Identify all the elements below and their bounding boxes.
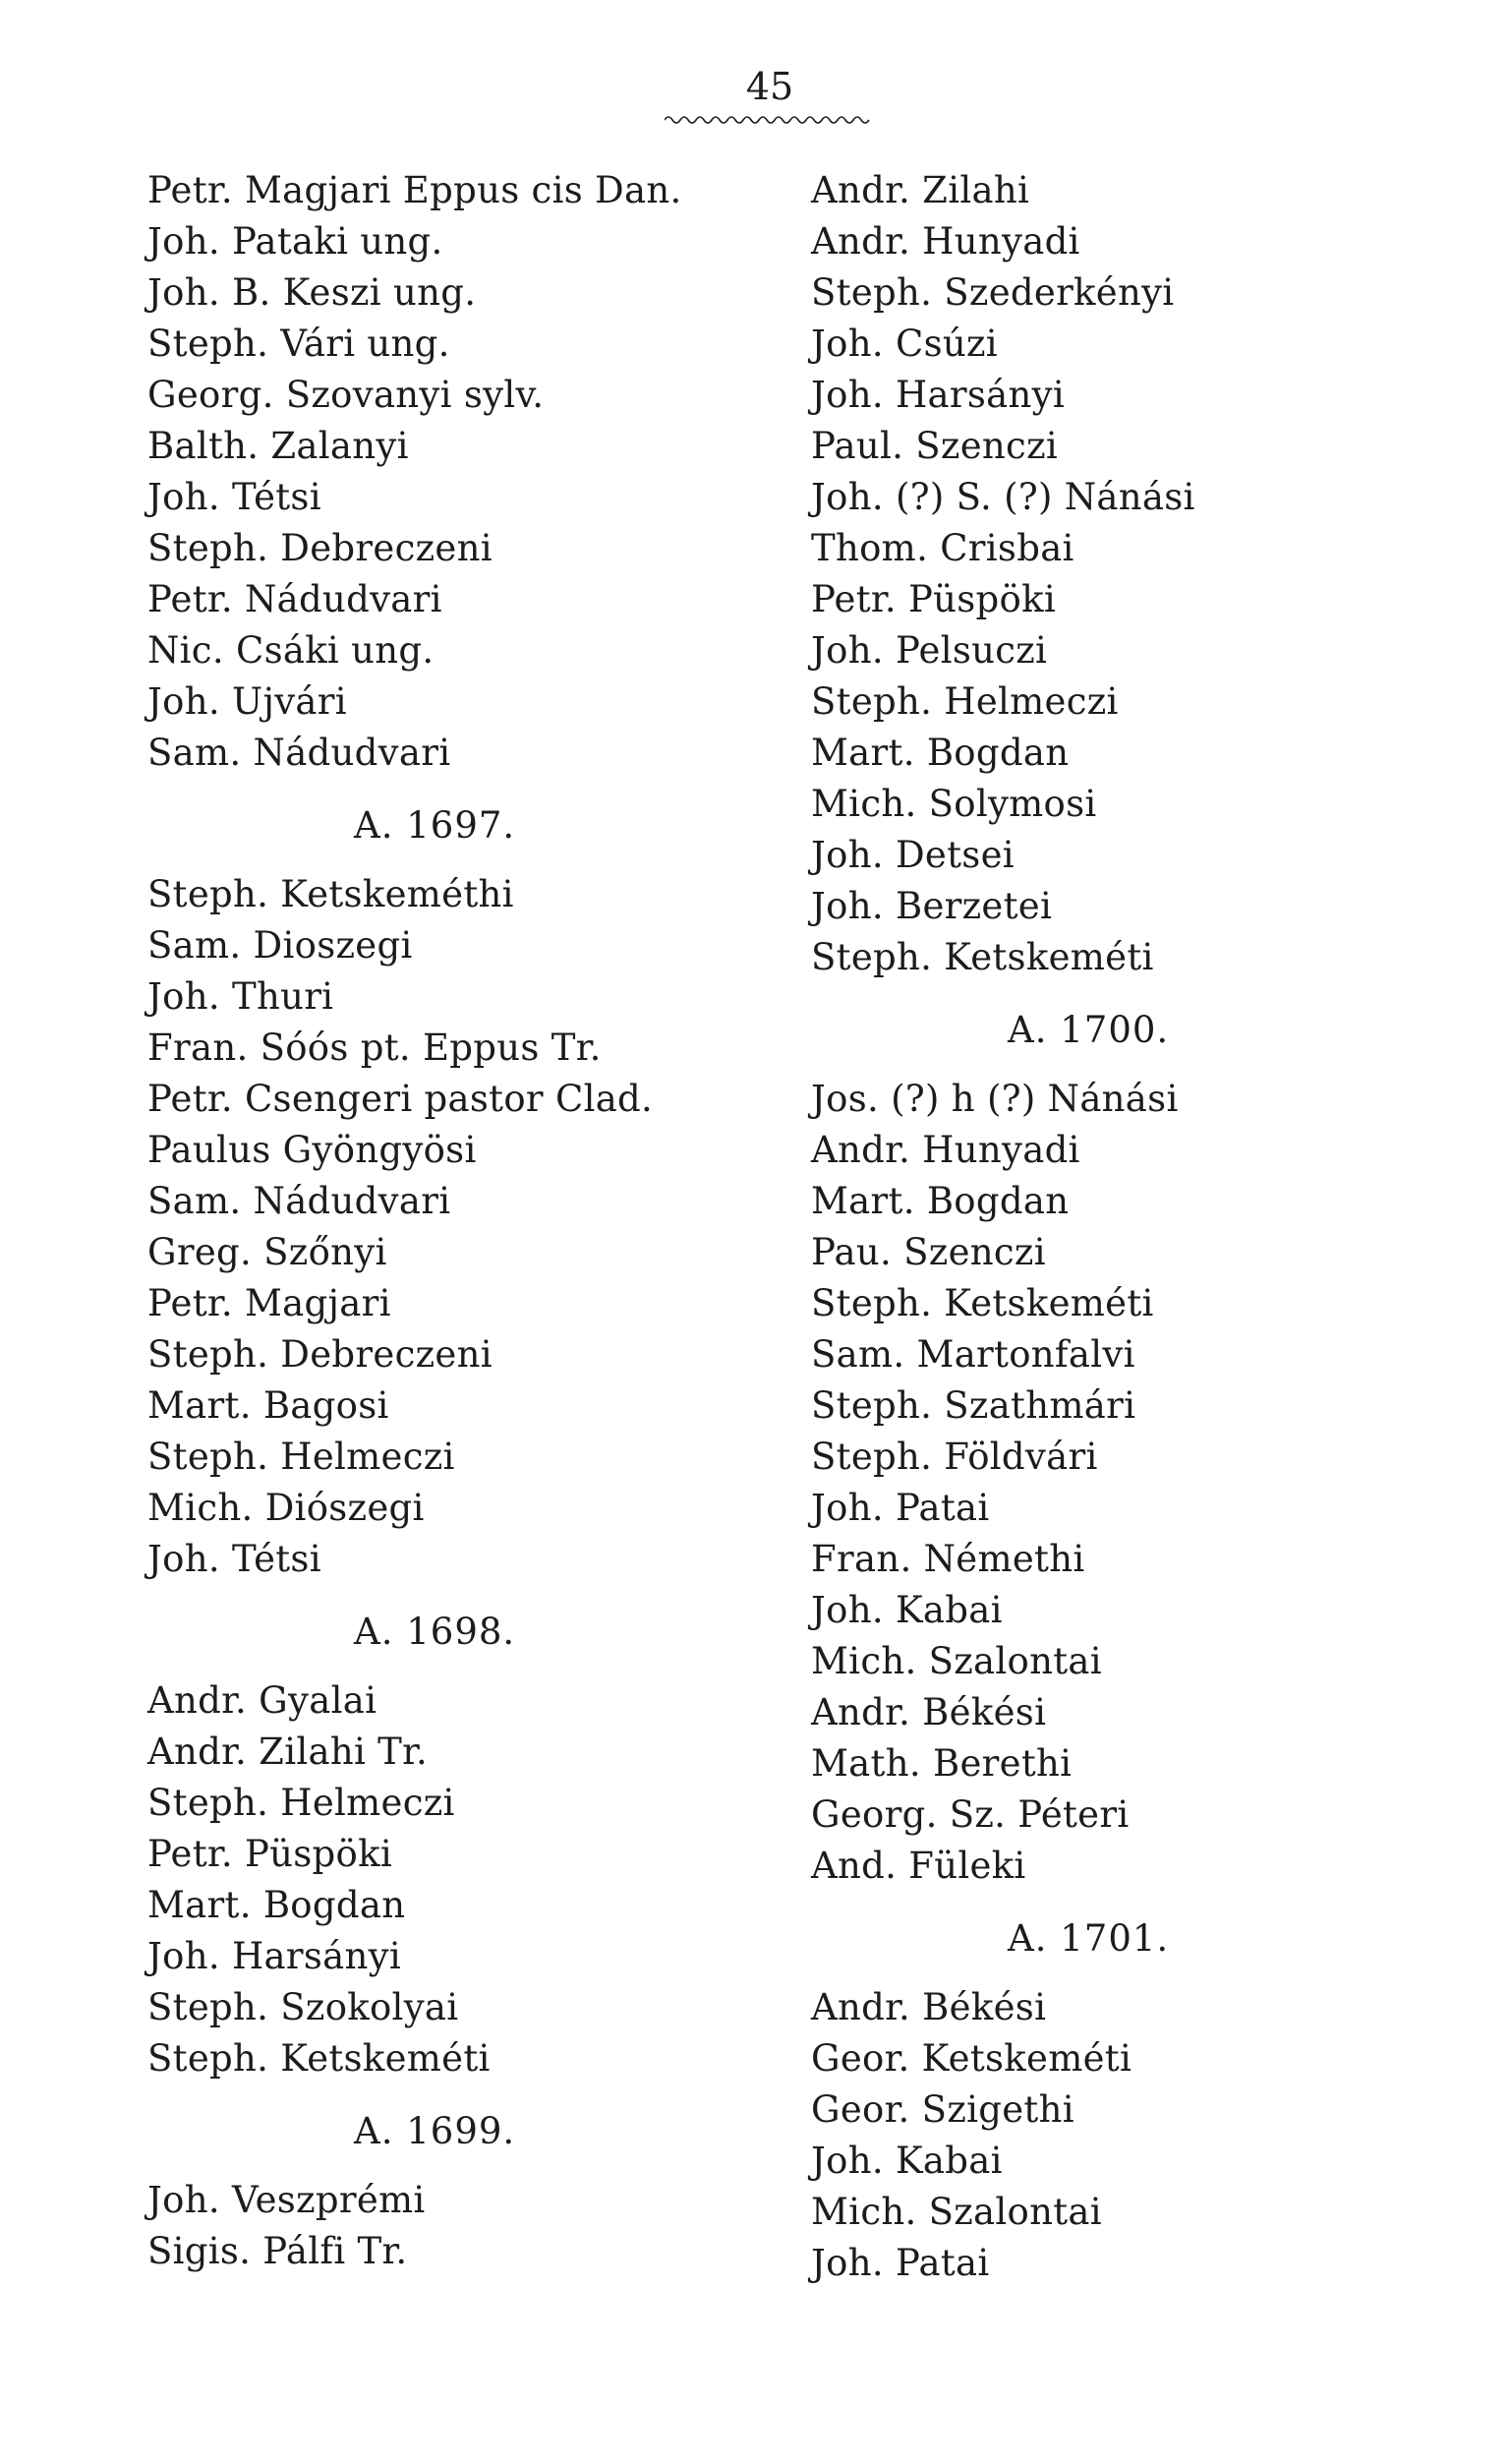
- name-entry: Sam. Martonfalvi: [811, 1333, 1135, 1376]
- name-entry: Joh. Pelsuczi: [811, 629, 1048, 672]
- name-entry: Georg. Sz. Péteri: [811, 1793, 1130, 1836]
- name-entry: Steph. Helmeczi: [147, 1782, 455, 1824]
- name-entry: Mart. Bogdan: [811, 1180, 1070, 1222]
- name-entry: Geor. Szigethi: [811, 2088, 1074, 2131]
- page-number-ornament: [665, 114, 871, 126]
- name-entry: Andr. Békési: [811, 1986, 1047, 2028]
- name-entry: Paulus Gyöngyösi: [147, 1129, 477, 1171]
- name-entry: Steph. Helmeczi: [811, 680, 1119, 723]
- name-entry: Joh. Patai: [811, 2242, 990, 2284]
- name-entry: Joh. Harsányi: [147, 1935, 401, 1977]
- name-entry: Mart. Bogdan: [811, 732, 1070, 774]
- year-heading: A. 1700.: [1008, 1009, 1170, 1051]
- name-entry: Steph. Debreczeni: [147, 1333, 493, 1376]
- name-entry: Georg. Szovanyi sylv.: [147, 374, 545, 416]
- name-entry: Steph. Földvári: [811, 1436, 1098, 1478]
- name-entry: Joh. Tétsi: [147, 1538, 321, 1580]
- name-entry: Petr. Püspöki: [147, 1833, 392, 1875]
- name-entry: Joh. Kabai: [811, 1589, 1003, 1631]
- year-heading: A. 1698.: [354, 1611, 516, 1653]
- name-entry: Joh. Berzetei: [811, 885, 1053, 927]
- name-entry: Steph. Szathmári: [811, 1384, 1136, 1427]
- name-entry: Geor. Ketskeméti: [811, 2037, 1132, 2080]
- name-entry: Mich. Diószegi: [147, 1487, 425, 1529]
- name-entry: Steph. Szokolyai: [147, 1986, 459, 2028]
- year-heading: A. 1699.: [354, 2110, 516, 2152]
- name-entry: Andr. Hunyadi: [811, 220, 1080, 263]
- name-entry: Andr. Zilahi Tr.: [147, 1731, 429, 1773]
- name-entry: Fran. Sóós pt. Eppus Tr.: [147, 1027, 602, 1069]
- name-entry: Steph. Vári ung.: [147, 323, 450, 365]
- name-entry: Joh. B. Keszi ung.: [147, 271, 477, 314]
- name-entry: Pau. Szenczi: [811, 1231, 1046, 1273]
- name-entry: Mart. Bogdan: [147, 1884, 406, 1926]
- right-column: [811, 165, 1509, 2289]
- name-entry: Jos. (?) h (?) Nánási: [811, 1078, 1179, 1120]
- name-entry: Petr. Nádudvari: [147, 578, 442, 620]
- name-entry: Petr. Püspöki: [811, 578, 1056, 620]
- name-entry: Steph. Ketskeméti: [147, 2037, 491, 2080]
- name-entry: Sam. Nádudvari: [147, 1180, 451, 1222]
- name-entry: Steph. Ketskeméti: [811, 936, 1154, 978]
- name-entry: Mich. Szalontai: [811, 2191, 1102, 2233]
- name-entry: Joh. Kabai: [811, 2140, 1003, 2182]
- name-entry: Sam. Dioszegi: [147, 924, 413, 967]
- name-entry: Joh. Detsei: [811, 834, 1015, 876]
- left-column: [147, 165, 855, 2277]
- name-entry: Sigis. Pálfi Tr.: [147, 2230, 408, 2272]
- name-entry: Balth. Zalanyi: [147, 425, 409, 467]
- name-entry: Joh. Csúzi: [811, 323, 998, 365]
- name-entry: Petr. Csengeri pastor Clad.: [147, 1078, 654, 1120]
- name-entry: Joh. Thuri: [147, 975, 334, 1018]
- name-entry: Nic. Csáki ung.: [147, 629, 435, 672]
- page-number: 45: [745, 65, 794, 108]
- name-entry: Mich. Szalontai: [811, 1640, 1102, 1682]
- name-entry: Andr. Gyalai: [147, 1679, 377, 1722]
- name-entry: Andr. Hunyadi: [811, 1129, 1080, 1171]
- name-entry: Mich. Solymosi: [811, 783, 1097, 825]
- name-entry: Andr. Békési: [811, 1691, 1047, 1733]
- year-heading: A. 1697.: [354, 804, 516, 847]
- name-entry: Petr. Magjari: [147, 1282, 391, 1324]
- name-entry: Joh. Ujvári: [147, 680, 347, 723]
- name-entry: Paul. Szenczi: [811, 425, 1058, 467]
- name-entry: Math. Berethi: [811, 1742, 1073, 1785]
- name-entry: Steph. Ketskeméthi: [147, 873, 514, 915]
- name-entry: Steph. Szederkényi: [811, 271, 1175, 314]
- name-entry: Petr. Magjari Eppus cis Dan.: [147, 169, 682, 211]
- name-entry: Joh. Veszprémi: [147, 2179, 426, 2221]
- name-entry: Joh. (?) S. (?) Nánási: [811, 476, 1195, 518]
- name-entry: Joh. Patai: [811, 1487, 990, 1529]
- name-entry: Sam. Nádudvari: [147, 732, 451, 774]
- name-entry: Fran. Némethi: [811, 1538, 1085, 1580]
- name-entry: Joh. Pataki ung.: [147, 220, 443, 263]
- name-entry: Steph. Ketskeméti: [811, 1282, 1154, 1324]
- name-entry: And. Füleki: [811, 1845, 1026, 1887]
- name-entry: Joh. Tétsi: [147, 476, 321, 518]
- name-entry: Steph. Helmeczi: [147, 1436, 455, 1478]
- year-heading: A. 1701.: [1008, 1917, 1170, 1960]
- name-entry: Thom. Crisbai: [811, 527, 1074, 569]
- name-entry: Greg. Szőnyi: [147, 1231, 387, 1273]
- name-entry: Joh. Harsányi: [811, 374, 1065, 416]
- name-entry: Andr. Zilahi: [811, 169, 1030, 211]
- name-entry: Mart. Bagosi: [147, 1384, 389, 1427]
- name-entry: Steph. Debreczeni: [147, 527, 493, 569]
